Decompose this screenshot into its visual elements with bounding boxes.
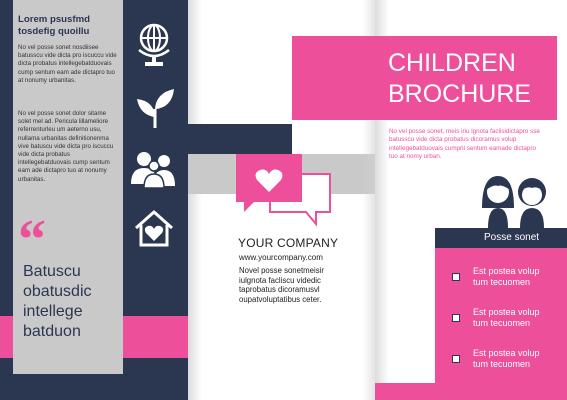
checkbox-icon bbox=[452, 273, 460, 281]
company-description: Novel posse sonetmeisir iulgnota facliscu videdic taprobatus dicoramusvl oupatvoluptatibus ceter. bbox=[239, 266, 324, 304]
list-item-text: Est postea volup tum tecuomen bbox=[473, 348, 540, 369]
bottom-pink-strip bbox=[375, 383, 567, 400]
people-icon bbox=[128, 148, 180, 190]
left-title: Lorem psusfmd tosdefig quoillu bbox=[18, 14, 90, 37]
chat-heart-icon bbox=[234, 152, 338, 232]
list-item bbox=[452, 266, 562, 290]
globe-icon bbox=[134, 20, 174, 68]
info-box-heading: Posse sonet bbox=[484, 232, 540, 243]
quote-mark: “ bbox=[18, 209, 46, 271]
checkbox-icon bbox=[452, 355, 460, 363]
right-body-text: No vel posse sonet, meis iriu lgnota faclisidictapro sse batusscu vide dicta probatus dicoramus volup intellegebatduovais cumpril sentum eamade dictapro tuo at nomy urban. bbox=[389, 128, 540, 160]
middle-fold-shade bbox=[188, 0, 202, 400]
home-heart-icon bbox=[132, 208, 176, 248]
leaf-icon bbox=[134, 85, 176, 129]
list-item bbox=[452, 307, 562, 331]
children-icon bbox=[476, 168, 556, 230]
quote-text: Batuscu obatusdic intellege batduon bbox=[23, 263, 92, 340]
list-item-text: Est postea volup tum tecuomen bbox=[473, 266, 540, 287]
left-paragraph-1: No vel posse sonet nosdiisee batusscu vide dicta pro iscuccu vide dicta probatus intellegebatduovais cump sentum eam ade dictapro tuo at nonumy urbanitas. bbox=[18, 44, 117, 84]
brochure-title: CHILDREN BROCHURE bbox=[388, 49, 532, 108]
middle-navy-bar bbox=[188, 124, 292, 154]
company-website[interactable]: www.yourcompany.com bbox=[239, 253, 323, 262]
checkbox-icon bbox=[452, 314, 460, 322]
list-item bbox=[452, 348, 562, 372]
left-paragraph-2: No vel posse sonet dolor sitame solet mel ad. Pericula lillameliore referrenturleu um aeterno usu, nullama urbanitas definitionenma vive batuscu vide dicta pro iscuccu vide dicta probatus intellegebatduovais cump sentum eam ade dictapro tuo at nonumy urbanitas. bbox=[18, 110, 114, 183]
company-name: YOUR COMPANY bbox=[238, 236, 339, 250]
list-item-text: Est postea volup tum tecuomen bbox=[473, 307, 540, 328]
